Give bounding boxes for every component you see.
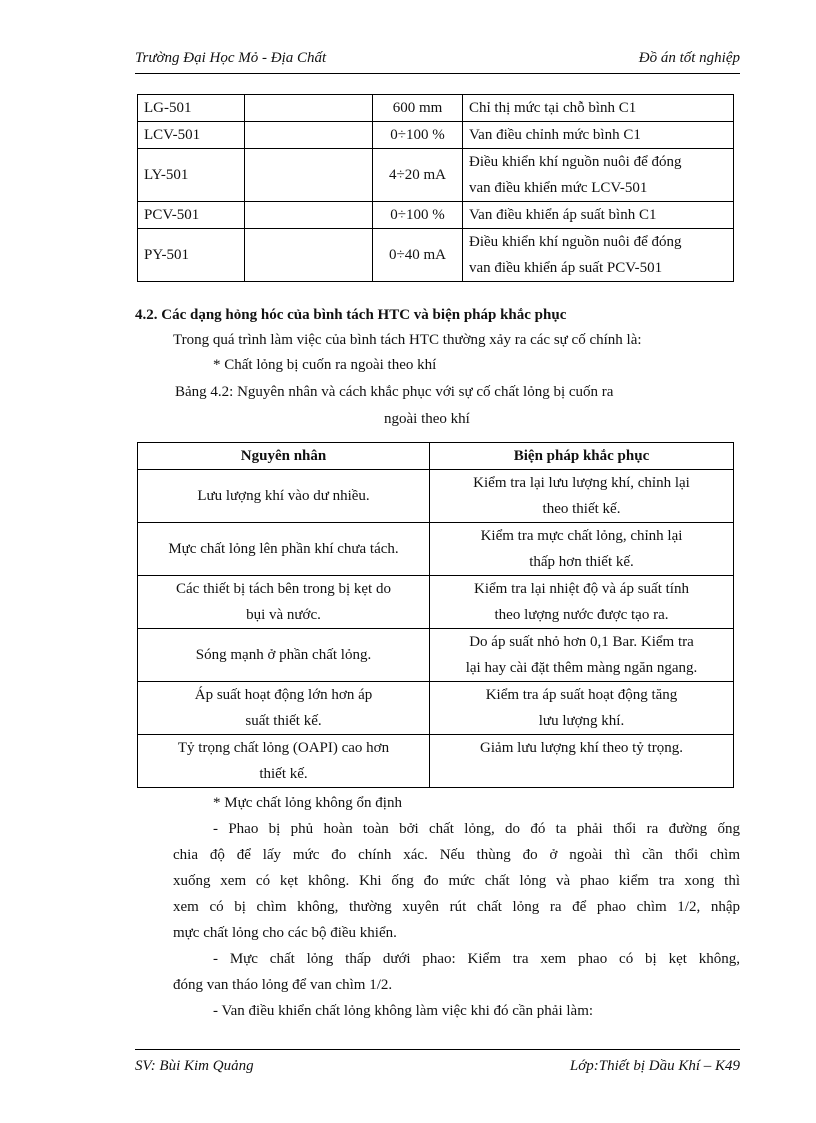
table-row (138, 202, 734, 229)
blank-cell (245, 202, 373, 229)
footer-student: SV: Bùi Kim Quảng (135, 1058, 254, 1074)
paragraph-line: chia độ để lấy mức đo chính xác. Nếu thùng đo ở ngoài thì cần thổi chìm (173, 847, 740, 863)
description-cell: Van điều chỉnh mức bình C1 (463, 122, 734, 149)
table-row (138, 149, 734, 202)
description-line: van điều khiển áp suất PCV-501 (469, 260, 663, 276)
cause-cell: Sóng mạnh ở phần chất lỏng. (138, 629, 430, 682)
blank-cell (245, 122, 373, 149)
cause-line: Các thiết bị tách bên trong bị kẹt do (176, 581, 391, 597)
remedy-line: Do áp suất nhỏ hơn 0,1 Bar. Kiểm tra (469, 634, 694, 650)
remedy-cell (430, 523, 734, 576)
remedy-line: Kiểm tra lại lưu lượng khí, chỉnh lại (473, 475, 690, 491)
remedy-cell (430, 576, 734, 629)
section-intro: Trong quá trình làm việc của bình tách HTC thường xảy ra các sự cố chính là: (173, 332, 642, 348)
description-line: Điều khiển khí nguồn nuôi để đóng (469, 234, 682, 250)
page-footer (135, 1058, 740, 1075)
paragraph-line: - Van điều khiển chất lỏng không làm việc khi đó cần phải làm: (213, 1003, 594, 1019)
cause-cell (138, 682, 430, 735)
remedy-line: theo lượng nước được tạo ra. (494, 607, 669, 623)
range-cell: 0÷100 % (373, 122, 463, 149)
header-remedy: Biện pháp khắc phục (430, 443, 734, 470)
table-row (138, 735, 734, 788)
paragraph-line: xem có bị chìm không, thường xuyên rút chất lỏng ra để phao chìm 1/2, nhập (173, 899, 740, 915)
tag-cell: PY-501 (138, 229, 245, 282)
remedy-line: lưu lượng khí. (538, 713, 625, 729)
cause-cell (138, 576, 430, 629)
remedy-cell (430, 629, 734, 682)
range-cell: 0÷40 mA (373, 229, 463, 282)
instrument-table (137, 94, 734, 282)
bullet-liquid-carryover: * Chất lỏng bị cuốn ra ngoài theo khí (213, 357, 437, 373)
cause-remedy-table (137, 442, 734, 788)
bullet-unstable-level: * Mực chất lỏng không ổn định (213, 795, 402, 811)
tag-cell: LY-501 (138, 149, 245, 202)
tag-cell: LCV-501 (138, 122, 245, 149)
paragraph-line: xuống xem có kẹt không. Khi ống đo mức chất lỏng và phao kiểm tra xong thì (173, 873, 740, 889)
remedy-line: lại hay cài đặt thêm màng ngăn ngang. (465, 660, 698, 676)
blank-cell (245, 149, 373, 202)
paragraph-line: - Phao bị phủ hoàn toàn bởi chất lỏng, do đó ta phải thổi ra đường ống (213, 821, 740, 837)
cause-cell: Mực chất lỏng lên phần khí chưa tách. (138, 523, 430, 576)
table-row (138, 229, 734, 282)
table-row (138, 95, 734, 122)
paragraph-line: - Mực chất lỏng thấp dưới phao: Kiểm tra xem phao có bị kẹt không, (213, 951, 740, 967)
table-header-row (138, 443, 734, 470)
blank-cell (245, 229, 373, 282)
tag-cell: PCV-501 (138, 202, 245, 229)
cause-line: Tỷ trọng chất lỏng (OAPI) cao hơn (177, 740, 390, 756)
range-cell: 4÷20 mA (373, 149, 463, 202)
header-school: Trường Đại Học Mỏ - Địa Chất (135, 50, 327, 66)
description-cell (463, 229, 734, 282)
table-row (138, 682, 734, 735)
table-caption-cont: ngoài theo khí (384, 411, 470, 427)
cause-line: Áp suất hoạt động lớn hơn áp (194, 687, 373, 703)
remedy-line: theo thiết kế. (542, 501, 621, 517)
remedy-cell (430, 682, 734, 735)
remedy-line: Kiểm tra lại nhiệt độ và áp suất tính (474, 581, 689, 597)
footer-class: Lớp:Thiết bị Dầu Khí – K49 (569, 1058, 740, 1074)
cause-line: thiết kế. (259, 766, 308, 782)
tag-cell: LG-501 (138, 95, 245, 122)
remedy-line: Kiểm tra áp suất hoạt động tăng (485, 687, 678, 703)
paragraph-line: đóng van tháo lỏng để van chìm 1/2. (173, 977, 393, 993)
description-cell: Van điều khiển áp suất bình C1 (463, 202, 734, 229)
remedy-line: Kiểm tra mực chất lỏng, chỉnh lại (480, 528, 683, 544)
table-caption: Bảng 4.2: Nguyên nhân và cách khắc phục với sự cố chất lỏng bị cuốn ra (175, 384, 614, 400)
cause-cell (138, 735, 430, 788)
header-doc-type: Đồ án tốt nghiệp (638, 50, 740, 66)
paragraph-line: mực chất lỏng cho các bộ điều khiển. (173, 925, 397, 941)
description-cell: Chỉ thị mức tại chỗ bình C1 (463, 95, 734, 122)
description-line: van điều khiển mức LCV-501 (469, 180, 648, 196)
section-heading: 4.2. Các dạng hỏng hóc của bình tách HTC và biện pháp khắc phục (135, 307, 567, 323)
description-cell (463, 149, 734, 202)
remedy-cell: Giảm lưu lượng khí theo tỷ trọng. (430, 735, 734, 788)
range-cell: 600 mm (373, 95, 463, 122)
blank-cell (245, 95, 373, 122)
remedy-line: thấp hơn thiết kế. (529, 554, 634, 570)
remedy-cell (430, 470, 734, 523)
description-line: Điều khiển khí nguồn nuôi để đóng (469, 154, 682, 170)
table-row (138, 576, 734, 629)
table-row (138, 523, 734, 576)
cause-cell: Lưu lượng khí vào dư nhiều. (138, 470, 430, 523)
table-row (138, 470, 734, 523)
footer-rule (135, 1049, 740, 1050)
cause-line: suất thiết kế. (245, 713, 322, 729)
header-cause: Nguyên nhân (138, 443, 430, 470)
range-cell: 0÷100 % (373, 202, 463, 229)
table-row (138, 629, 734, 682)
header-rule (135, 73, 740, 74)
table-row (138, 122, 734, 149)
cause-line: bụi và nước. (246, 607, 321, 623)
page-header (135, 50, 740, 67)
